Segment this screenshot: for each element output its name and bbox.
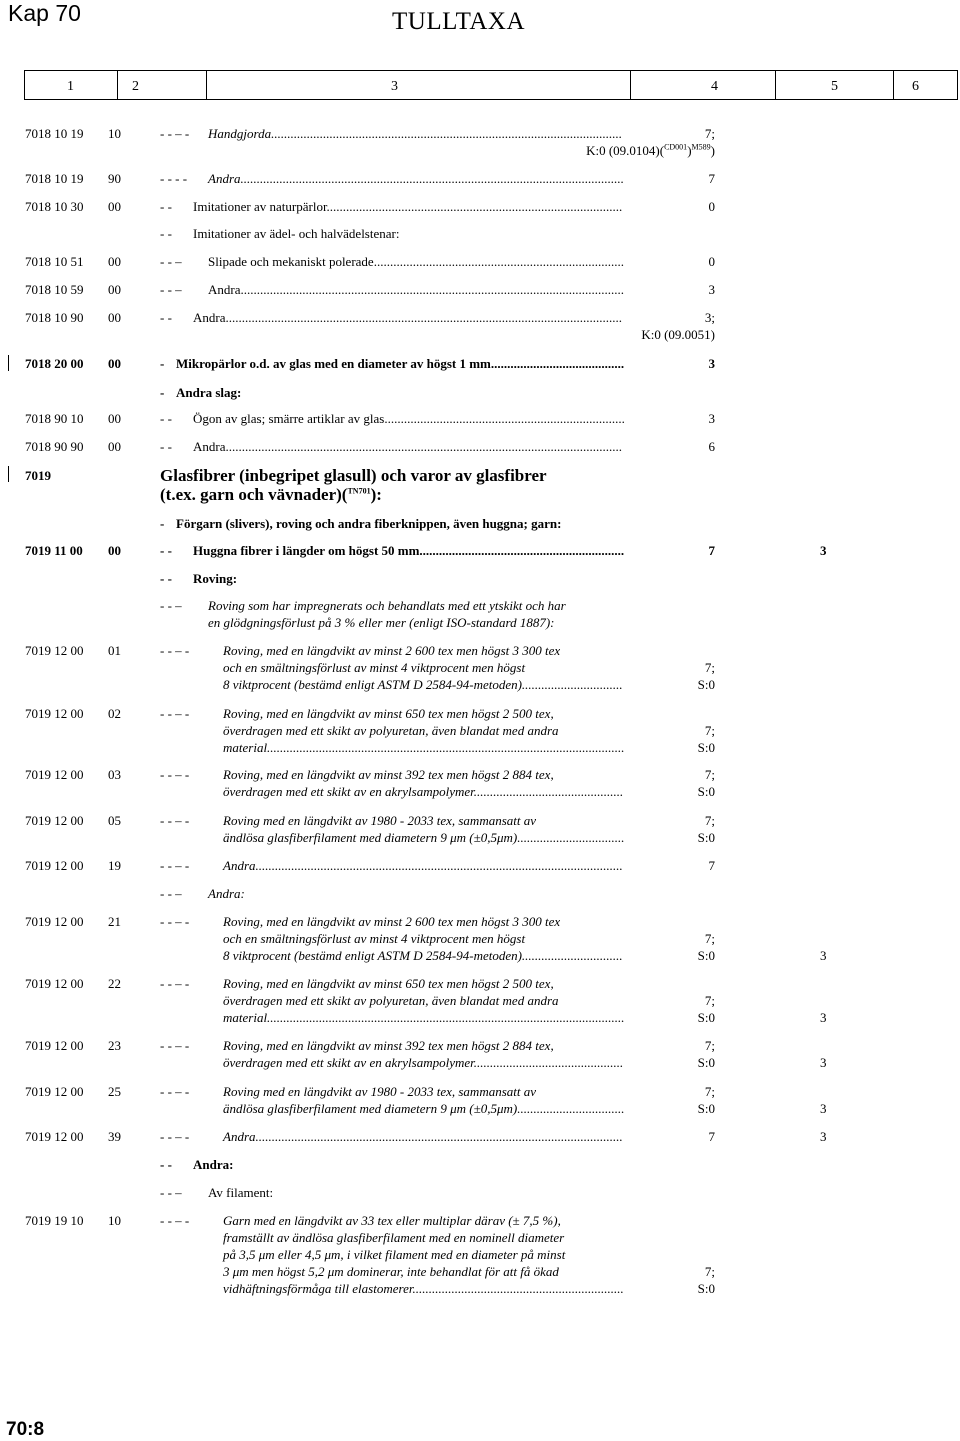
column-5-value: 3 bbox=[820, 543, 827, 558]
description-text: överdragen med ett skikt av en akrylsampolymer.............................................. bbox=[223, 1055, 624, 1070]
cn-code: 7019 12 00 bbox=[25, 706, 84, 721]
indent-dashes: - - bbox=[160, 310, 172, 325]
duty-rate-line: S:0 bbox=[697, 1010, 715, 1025]
description-text: Handgjorda............................................................................................................ bbox=[208, 126, 623, 141]
indent-dashes: - - – - bbox=[160, 767, 190, 782]
indent-dashes: - - – - bbox=[160, 914, 190, 929]
duty-rate-line: 7; bbox=[704, 993, 715, 1008]
description-text: Roving som har impregnerats och behandlats med ett ytskikt och har bbox=[208, 598, 566, 613]
duty-rate-line: 7; bbox=[704, 660, 715, 675]
cn-code: 7019 12 00 bbox=[25, 1038, 84, 1053]
sub-code: 23 bbox=[108, 1038, 121, 1053]
description-text: Förgarn (slivers), roving och andra fiberknippen, även huggna; garn: bbox=[176, 516, 562, 531]
duty-rate-line: 3; bbox=[704, 310, 715, 325]
cn-code: 7018 10 19 bbox=[25, 126, 84, 141]
sub-code: 00 bbox=[108, 199, 121, 214]
sub-code: 00 bbox=[108, 543, 121, 558]
duty-rate-line: S:0 bbox=[697, 1281, 715, 1296]
description-text: material.............................................................................................................. bbox=[223, 1010, 625, 1025]
description-text: (t.ex. garn och vävnader)($^{TN701}$): bbox=[160, 485, 382, 504]
cn-code: 7018 10 51 bbox=[25, 254, 84, 269]
description-text: Andra................................................................................................................. bbox=[223, 1129, 623, 1144]
indent-dashes: - - bbox=[160, 571, 172, 586]
indent-dashes: - - bbox=[160, 411, 172, 426]
description-text: Roving, med en längdvikt av minst 650 tex men högst 2 500 tex, bbox=[223, 706, 554, 721]
indent-dashes: - bbox=[160, 356, 165, 371]
column-number: 3 bbox=[391, 79, 398, 94]
description-text: Roving, med en längdvikt av minst 2 600 tex men högst 3 300 tex bbox=[223, 643, 561, 658]
description-text: Roving, med en längdvikt av minst 392 tex men högst 2 884 tex, bbox=[223, 1038, 554, 1053]
revision-bar bbox=[8, 466, 9, 482]
cn-code: 7019 bbox=[25, 468, 51, 483]
column-number: 1 bbox=[67, 79, 74, 94]
sub-code: 25 bbox=[108, 1084, 121, 1099]
sub-code: 00 bbox=[108, 254, 121, 269]
indent-dashes: - - - - bbox=[160, 171, 188, 186]
duty-rate-line: 7 bbox=[708, 858, 715, 873]
cn-code: 7019 12 00 bbox=[25, 767, 84, 782]
sub-code: 02 bbox=[108, 706, 121, 721]
indent-dashes: - - bbox=[160, 1157, 172, 1172]
cn-code: 7019 12 00 bbox=[25, 914, 84, 929]
duty-rate-line: S:0 bbox=[697, 784, 715, 799]
indent-dashes: - - – - bbox=[160, 1038, 190, 1053]
column-5-value: 3 bbox=[820, 1055, 827, 1070]
cn-code: 7018 10 90 bbox=[25, 310, 84, 325]
cn-code: 7018 20 00 bbox=[25, 356, 84, 371]
cn-code: 7019 11 00 bbox=[25, 543, 83, 558]
description-text: Andra.......................................................................................................................... bbox=[193, 310, 622, 325]
duty-rate-line: 7; bbox=[704, 813, 715, 828]
description-text: Roving, med en längdvikt av minst 650 tex men högst 2 500 tex, bbox=[223, 976, 554, 991]
description-text: Imitationer av naturpärlor........................................................................................... bbox=[193, 199, 623, 214]
indent-dashes: - - – - bbox=[160, 643, 190, 658]
description-text: Mikropärlor o.d. av glas med en diameter av högst 1 mm......................................... bbox=[176, 356, 625, 371]
indent-dashes: - - – - bbox=[160, 126, 190, 141]
duty-rate-line: K:0 $(09.0104)(^{CD001})^{M589}$) bbox=[586, 142, 715, 158]
column-divider bbox=[206, 71, 207, 99]
description-text: ändlösa glasfiberfilament med diametern 9 μm (±0,5μm)................................. bbox=[223, 1101, 625, 1116]
duty-rate-line: 7; bbox=[704, 723, 715, 738]
description-text: Roving med en längdvikt av 1980 - 2033 tex, sammansatt av bbox=[223, 813, 537, 828]
duty-rate-line: 3 bbox=[708, 356, 715, 371]
duty-rate-line: 7; bbox=[704, 767, 715, 782]
cn-code: 7018 90 90 bbox=[25, 439, 84, 454]
description-text: Andra.......................................................................................................................... bbox=[193, 439, 622, 454]
sub-code: 19 bbox=[108, 858, 121, 873]
column-divider bbox=[775, 71, 776, 99]
page-title: TULLTAXA bbox=[392, 8, 526, 35]
column-divider bbox=[117, 71, 118, 99]
description-text: Garn med en längdvikt av 33 tex eller multiplar därav (± 7,5 %), bbox=[223, 1213, 561, 1228]
description-text: 3 μm men högst 5,2 μm dominerar, inte behandlat för att få ökad bbox=[223, 1264, 559, 1279]
duty-rate-line: 6 bbox=[708, 439, 715, 454]
sub-code: 39 bbox=[108, 1129, 121, 1144]
indent-dashes: - - – bbox=[160, 886, 182, 901]
revision-bar bbox=[8, 355, 9, 371]
indent-dashes: - - – bbox=[160, 1185, 182, 1200]
column-5-value: 3 bbox=[820, 1010, 827, 1025]
cn-code: 7019 12 00 bbox=[25, 1129, 84, 1144]
description-text: Glasfibrer (inbegripet glasull) och varor av glasfibrer bbox=[160, 466, 547, 485]
indent-dashes: - - – bbox=[160, 254, 182, 269]
column-divider bbox=[630, 71, 631, 99]
sub-code: 00 bbox=[108, 411, 121, 426]
description-text: och en smältningsförlust av minst 4 viktprocent men högst bbox=[223, 660, 526, 675]
indent-dashes: - - – bbox=[160, 598, 182, 613]
indent-dashes: - bbox=[160, 516, 165, 531]
indent-dashes: - - – - bbox=[160, 706, 190, 721]
description-text: 8 viktprocent (bestämd enligt ASTM D 2584-94-metoden)............................... bbox=[223, 948, 623, 963]
description-text: Roving, med en längdvikt av minst 2 600 tex men högst 3 300 tex bbox=[223, 914, 561, 929]
column-5-value: 3 bbox=[820, 948, 827, 963]
sub-code: 00 bbox=[108, 282, 121, 297]
duty-rate-line: S:0 bbox=[697, 1055, 715, 1070]
duty-rate-line: 7; bbox=[704, 126, 715, 141]
description-text: Roving, med en längdvikt av minst 392 tex men högst 2 884 tex, bbox=[223, 767, 554, 782]
description-text: Andra................................................................................................................. bbox=[223, 858, 623, 873]
description-text: Andra: bbox=[193, 1157, 234, 1172]
column-number: 2 bbox=[132, 79, 139, 94]
sub-code: 00 bbox=[108, 356, 121, 371]
description-text: Roving med en längdvikt av 1980 - 2033 tex, sammansatt av bbox=[223, 1084, 537, 1099]
sub-code: 10 bbox=[108, 1213, 121, 1228]
duty-rate-line: K:0 (09.0051) bbox=[641, 327, 715, 342]
cn-code: 7018 10 30 bbox=[25, 199, 84, 214]
description-text: Ögon av glas; smärre artiklar av glas.......................................................................... bbox=[193, 411, 625, 426]
cn-code: 7019 19 10 bbox=[25, 1213, 84, 1228]
duty-rate-line: 7; bbox=[704, 1038, 715, 1053]
description-text: Av filament: bbox=[208, 1185, 274, 1200]
description-text: ändlösa glasfiberfilament med diametern 9 μm (±0,5μm)................................. bbox=[223, 830, 625, 845]
description-text: vidhäftningsförmåga till elastomerer................................................................. bbox=[223, 1281, 624, 1296]
description-text: 8 viktprocent (bestämd enligt ASTM D 2584-94-metoden)............................... bbox=[223, 677, 623, 692]
column-header-row bbox=[24, 70, 958, 100]
indent-dashes: - - – - bbox=[160, 1129, 190, 1144]
duty-rate-line: 7 bbox=[708, 1129, 715, 1144]
page-number: 70:8 bbox=[6, 1419, 45, 1440]
description-text: Andra: bbox=[208, 886, 245, 901]
sub-code: 05 bbox=[108, 813, 121, 828]
duty-rate-line: 3 bbox=[708, 411, 715, 426]
duty-rate-line: 0 bbox=[708, 254, 715, 269]
description-text: material.............................................................................................................. bbox=[223, 740, 625, 755]
description-text: framställt av ändlösa glasfiberfilament med en nominell diameter bbox=[223, 1230, 565, 1245]
column-divider bbox=[893, 71, 894, 99]
duty-rate-line: 7 bbox=[708, 171, 715, 186]
indent-dashes: - - bbox=[160, 199, 172, 214]
sub-code: 01 bbox=[108, 643, 121, 658]
duty-rate-line: 3 bbox=[708, 282, 715, 297]
duty-rate-line: 7; bbox=[704, 1264, 715, 1279]
chapter-label: Kap 70 bbox=[8, 0, 81, 26]
description-text: Slipade och mekaniskt polerade............................................................................. bbox=[208, 254, 624, 269]
cn-code: 7018 10 59 bbox=[25, 282, 84, 297]
column-5-value: 3 bbox=[820, 1101, 827, 1116]
indent-dashes: - - – - bbox=[160, 813, 190, 828]
sub-code: 21 bbox=[108, 914, 121, 929]
duty-rate-line: 0 bbox=[708, 199, 715, 214]
sub-code: 00 bbox=[108, 439, 121, 454]
sub-code: 90 bbox=[108, 171, 121, 186]
duty-rate-line: S:0 bbox=[697, 677, 715, 692]
indent-dashes: - - – - bbox=[160, 976, 190, 991]
cn-code: 7018 10 19 bbox=[25, 171, 84, 186]
duty-rate-line: 7; bbox=[704, 931, 715, 946]
cn-code: 7019 12 00 bbox=[25, 976, 84, 991]
column-number: 6 bbox=[912, 79, 919, 94]
indent-dashes: - - – - bbox=[160, 858, 190, 873]
indent-dashes: - - bbox=[160, 543, 172, 558]
duty-rate-line: S:0 bbox=[697, 830, 715, 845]
cn-code: 7019 12 00 bbox=[25, 858, 84, 873]
description-text: på 3,5 μm eller 4,5 μm, i vilket filament med en diameter på minst bbox=[223, 1247, 566, 1262]
description-text: överdragen med ett skikt av polyuretan, även blandat med andra bbox=[223, 993, 559, 1008]
description-text: Andra...................................................................................................................... bbox=[208, 171, 624, 186]
column-number: 5 bbox=[831, 79, 838, 94]
cn-code: 7019 12 00 bbox=[25, 1084, 84, 1099]
cn-code: 7018 90 10 bbox=[25, 411, 84, 426]
duty-rate-line: S:0 bbox=[697, 1101, 715, 1116]
column-number: 4 bbox=[711, 79, 718, 94]
description-text: Imitationer av ädel- och halvädelstenar: bbox=[193, 226, 400, 241]
description-text: överdragen med ett skikt av en akrylsampolymer.............................................. bbox=[223, 784, 624, 799]
indent-dashes: - - – - bbox=[160, 1213, 190, 1228]
sub-code: 03 bbox=[108, 767, 121, 782]
description-text: Huggna fibrer i längder om högst 50 mm............................................................... bbox=[193, 543, 625, 558]
description-text: överdragen med ett skikt av polyuretan, även blandat med andra bbox=[223, 723, 559, 738]
duty-rate-line: 7 bbox=[708, 543, 715, 558]
description-text: Roving: bbox=[193, 571, 238, 586]
indent-dashes: - - – bbox=[160, 282, 182, 297]
column-5-value: 3 bbox=[820, 1129, 827, 1144]
cn-code: 7019 12 00 bbox=[25, 643, 84, 658]
duty-rate-line: S:0 bbox=[697, 740, 715, 755]
indent-dashes: - - bbox=[160, 439, 172, 454]
sub-code: 10 bbox=[108, 126, 121, 141]
duty-rate-line: S:0 bbox=[697, 948, 715, 963]
description-text: Andra...................................................................................................................... bbox=[208, 282, 624, 297]
description-text: en glödgningsförlust på 3 % eller mer (enligt ISO-standard 1887): bbox=[208, 615, 555, 630]
cn-code: 7019 12 00 bbox=[25, 813, 84, 828]
indent-dashes: - - – - bbox=[160, 1084, 190, 1099]
indent-dashes: - - bbox=[160, 226, 172, 241]
duty-rate-line: 7; bbox=[704, 1084, 715, 1099]
description-text: Andra slag: bbox=[176, 385, 242, 400]
sub-code: 22 bbox=[108, 976, 121, 991]
sub-code: 00 bbox=[108, 310, 121, 325]
indent-dashes: - bbox=[160, 385, 165, 400]
description-text: och en smältningsförlust av minst 4 viktprocent men högst bbox=[223, 931, 526, 946]
